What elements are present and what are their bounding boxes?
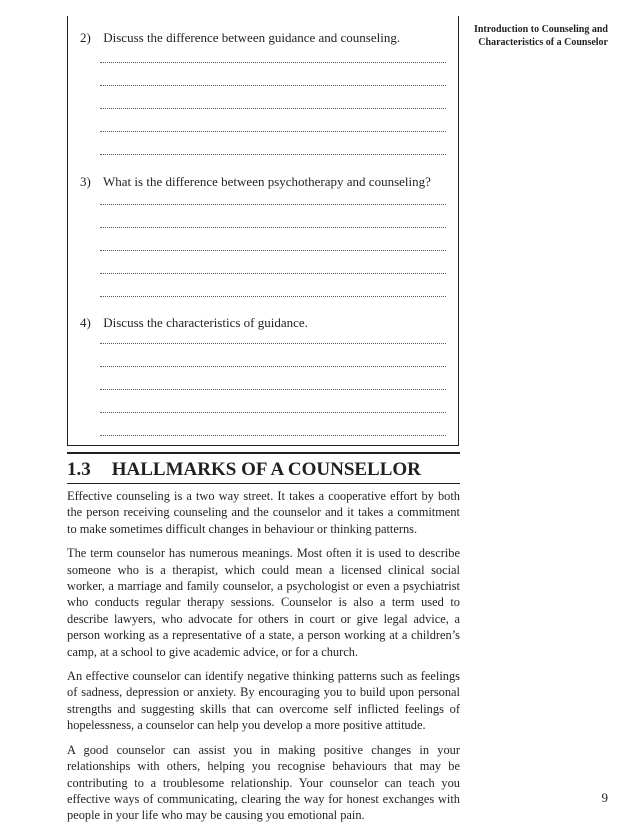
answer-line — [100, 202, 446, 205]
question-text: Discuss the difference between guidance and counseling. — [103, 30, 401, 45]
question-text: What is the difference between psychotherapy and counseling? — [103, 174, 431, 189]
question-number: 2) — [80, 30, 91, 45]
answer-line — [100, 364, 446, 367]
answer-line — [100, 387, 446, 390]
answer-line — [100, 248, 446, 251]
question-item — [80, 174, 431, 190]
question-number: 4) — [80, 315, 91, 330]
question-text: Discuss the characteristics of guidance. — [103, 315, 308, 330]
answer-line — [100, 129, 446, 132]
answer-line — [100, 410, 446, 413]
paragraph: An effective counselor can identify negative thinking patterns such as feelings of sadness, depression or anxiety. By encouraging you to build upon personal strengths and suggesting skills that can overcome self inflicted feelings of hopelessness, a counselor can help you develop a more positive attitude. — [67, 669, 460, 733]
section-rule-bottom — [67, 483, 460, 484]
answer-line — [100, 341, 446, 344]
section-rule-top — [67, 452, 460, 454]
page-number: 9 — [601, 790, 608, 805]
answer-line — [100, 60, 446, 63]
answer-line — [100, 294, 446, 297]
answer-line — [100, 433, 446, 436]
section-number: 1.3 — [67, 459, 91, 480]
paragraph: A good counselor can assist you in making positive changes in your relationships with others, helping you recognise behaviours that may be contributing to a troublesome relationship. Your counselor can teach you effective ways of communicating, clearing the way for honest exchanges with people in your life who may be causing you emotional pain. — [67, 742, 460, 823]
paragraph: Effective counseling is a two way street. It takes a cooperative effort by both the person receiving counseling and the counselor and it takes a commitment to make sometimes difficult changes in behaviour or thinking patterns. — [67, 489, 460, 536]
question-number: 3) — [80, 174, 91, 189]
running-header: Introduction to Counseling and Characteristics of a Counselor — [473, 24, 608, 48]
answer-line — [100, 83, 446, 86]
section-heading — [67, 459, 421, 481]
section-title: HALLMARKS OF A COUNSELLOR — [111, 459, 421, 480]
check-your-progress-box — [67, 16, 459, 446]
question-item — [80, 30, 400, 46]
answer-line — [100, 271, 446, 274]
question-item — [80, 315, 308, 331]
answer-line — [100, 225, 446, 228]
body-text — [67, 488, 460, 832]
answer-line — [100, 106, 446, 109]
paragraph: The term counselor has numerous meanings. Most often it is used to describe someone who is a therapist, which could mean a licensed clinical social worker, a marriage and family counselor, a psychologist or even a psychiatrist who conducts regular therapy sessions. Counselor is also a term used to describe lawyers, who advocate for others in court or give legal advice, a person working as a representative of a state, a person working at a children’s camp, at a school to give academic advice, or for a church. — [67, 546, 460, 659]
answer-line — [100, 152, 446, 155]
